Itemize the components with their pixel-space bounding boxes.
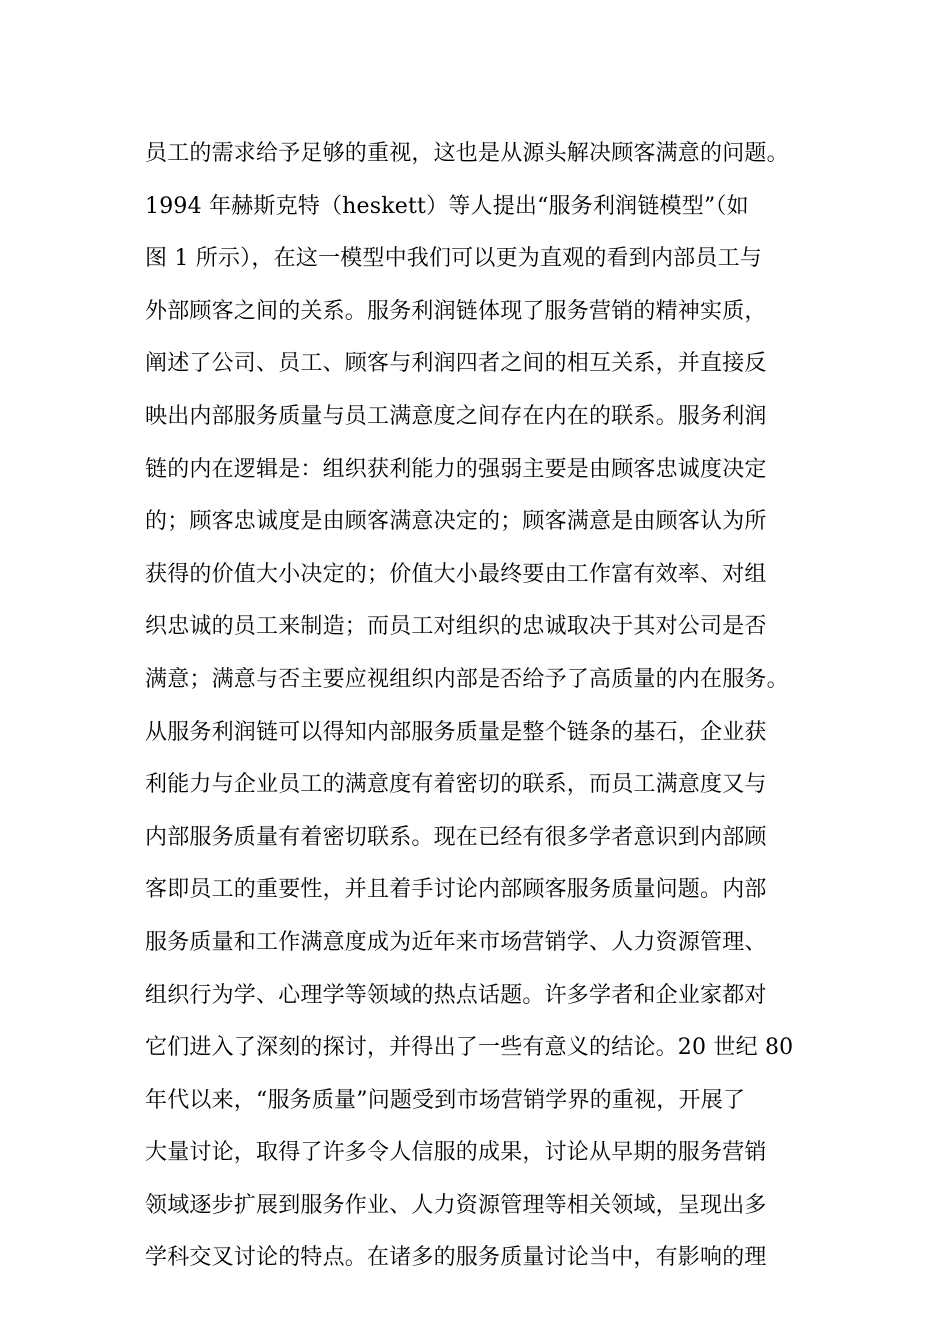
text-line-8: 的；顾客忠诚度是由顾客满意决定的；顾客满意是由顾客认为所 [145, 509, 767, 535]
text-line-12: 从服务利润链可以得知内部服务质量是整个链条的基石，企业获 [145, 719, 767, 745]
text-line-18: 它们进入了深刻的探讨，并得出了一些有意义的结论。20 世纪 80 [145, 1035, 794, 1061]
text-line-2: 1994 年赫斯克特（heskett）等人提出“服务利润链模型”（如 [145, 193, 749, 219]
text-line-6: 映出内部服务质量与员工满意度之间存在内在的联系。服务利润 [145, 403, 767, 429]
text-line-19: 年代以来，“服务质量”问题受到市场营销学界的重视，开展了 [145, 1087, 746, 1113]
text-line-17: 组织行为学、心理学等领域的热点话题。许多学者和企业家都对 [145, 982, 767, 1008]
body-text [145, 128, 805, 1285]
text-line-16: 服务质量和工作满意度成为近年来市场营销学、人力资源管理、 [145, 929, 767, 955]
text-line-13: 利能力与企业员工的满意度有着密切的联系，而员工满意度又与 [145, 772, 767, 798]
text-line-15: 客即员工的重要性，并且着手讨论内部顾客服务质量问题。内部 [145, 877, 767, 903]
text-line-22: 学科交叉讨论的特点。在诸多的服务质量讨论当中，有影响的理 [145, 1245, 767, 1271]
text-line-1: 员工的需求给予足够的重视，这也是从源头解决顾客满意的问题。 [145, 141, 789, 166]
text-line-3: 图 1 所示），在这一模型中我们可以更为直观的看到内部员工与 [145, 246, 762, 272]
text-line-20: 大量讨论，取得了许多令人信服的成果，讨论从早期的服务营销 [145, 1140, 767, 1166]
text-line-4: 外部顾客之间的关系。服务利润链体现了服务营销的精神实质， [145, 298, 767, 324]
text-line-21: 领域逐步扩展到服务作业、人力资源管理等相关领域，呈现出多 [145, 1192, 767, 1218]
text-line-11: 满意；满意与否主要应视组织内部是否给予了高质量的内在服务。 [145, 666, 789, 692]
text-line-7: 链的内在逻辑是：组织获利能力的强弱主要是由顾客忠诚度决定 [145, 456, 767, 482]
text-line-9: 获得的价值大小决定的；价值大小最终要由工作富有效率、对组 [145, 561, 767, 587]
text-line-10: 织忠诚的员工来制造；而员工对组织的忠诚取决于其对公司是否 [145, 614, 767, 640]
text-line-14: 内部服务质量有着密切联系。现在已经有很多学者意识到内部顾 [145, 824, 767, 850]
text-line-5: 阐述了公司、员工、顾客与利润四者之间的相互关系，并直接反 [145, 351, 767, 377]
